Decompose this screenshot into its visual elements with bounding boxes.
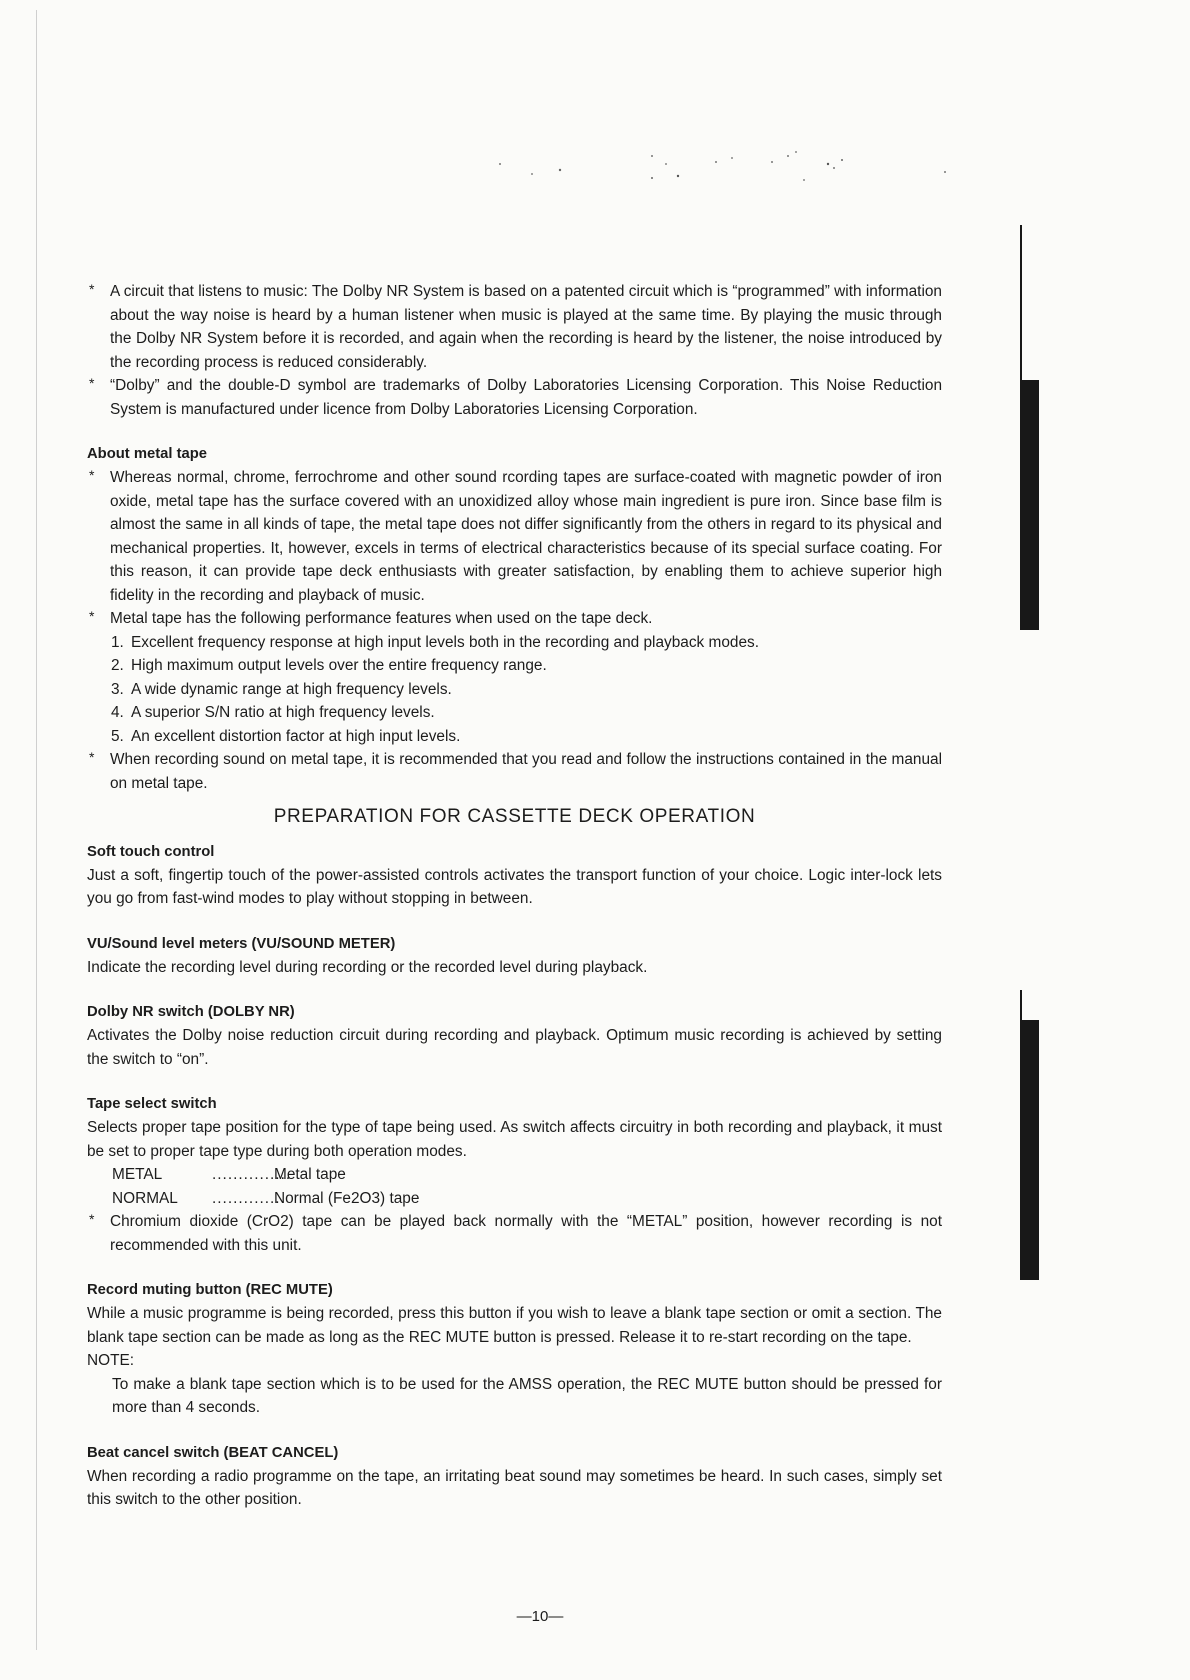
page-number: —10— — [516, 1608, 564, 1625]
scan-edge-line — [36, 10, 37, 1650]
soft-touch-text: Just a soft, fingertip touch of the power-assisted controls activates the transport function of your choice. Logic inter-lock lets you go from fast-wind modes to play without stopping in between. — [87, 866, 942, 907]
dolby-switch-heading: Dolby NR switch (DOLBY NR) — [87, 1004, 295, 1020]
chromium-tape-bullet: * Chromium dioxide (CrO2) tape can be played back normally with the “METAL” position, however recording is not recommended with this unit. — [87, 1210, 942, 1257]
bullet-star: * — [89, 749, 95, 765]
scan-speckles — [470, 150, 950, 210]
beat-cancel-heading: Beat cancel switch (BEAT CANCEL) — [87, 1444, 339, 1461]
tape-type-row: NORMAL .............. Normal (Fe2O3) tape — [112, 1189, 420, 1207]
bullet-star: * — [89, 375, 95, 391]
vu-meter-heading: VU/Sound level meters (VU/SOUND METER) — [87, 935, 396, 952]
dolby-switch-text: Activates the Dolby noise reduction circuit during recording and playback. Optimum music recording is achieved by setting the switch to “on”. — [87, 1027, 942, 1068]
note-label: NOTE: — [87, 1352, 135, 1369]
bullet-star: * — [89, 281, 95, 297]
feature-list-item: 5. An excellent distortion factor at high input levels. — [111, 727, 461, 745]
bullet-star: * — [89, 467, 95, 483]
tape-type-row: METAL ............... Metal tape — [112, 1166, 346, 1183]
metal-tape-bullet: * Whereas normal, chrome, ferrochrome and other sound rcording tapes are surface-coated with magnetic powder of iron oxide, metal tape has the surface covered with an unoxidized alloy whose main ingredient is pure iron. Since base film is almost the same in all kinds of tape, the metal tape does not differ significantly from the others in regard to its physical and mechanical properties. It, however, excels in terms of electrical characteristics because of its special surface coating. For this reason, it can provide tape deck enthusiasts with greater satisfaction, by enabling them to achieve superior high fidelity in the recording and playback of music. — [87, 466, 942, 607]
scan-margin-bar — [1020, 380, 1039, 630]
rec-mute-heading: Record muting button (REC MUTE) — [87, 1282, 333, 1298]
section-title: PREPARATION FOR CASSETTE DECK OPERATION — [273, 806, 756, 827]
scan-margin-bar — [1020, 1020, 1039, 1280]
feature-list-item: 4. A superior S/N ratio at high frequency levels. — [111, 704, 435, 721]
dolby-circuit-bullet: * A circuit that listens to music: The Dolby NR System is based on a patented circuit which is “programmed” with information about the way noise is heard by a human listener when music is played at the same time. By playing the music through the Dolby NR System before it is recorded, and again when the recording is heard by the listener, the noise introduced by the recording process is reduced considerably. — [87, 280, 942, 374]
bullet-star: * — [89, 608, 95, 624]
feature-list-item: 1. Excellent frequency response at high input levels both in the recording and playback modes. — [111, 633, 759, 651]
metal-tape-bullet: * Metal tape has the following performance features when used on the tape deck. — [87, 607, 942, 631]
dolby-trademark-bullet: * “Dolby” and the double-D symbol are trademarks of Dolby Laboratories Licensing Corporation. This Noise Reduction System is manufactured under licence from Dolby Laboratories Licensing Corporation. — [87, 374, 942, 421]
metal-tape-bullet: * When recording sound on metal tape, it is recommended that you read and follow the instructions contained in the manual on metal tape. — [87, 748, 942, 795]
rec-mute-text: While a music programme is being recorded, press this button if you wish to leave a blank tape section or omit a section. The blank tape section can be made as long as the REC MUTE button is pressed. Release it to re-start recording on the tape. — [87, 1305, 942, 1346]
feature-list-item: 3. A wide dynamic range at high frequency levels. — [111, 680, 452, 698]
metal-tape-heading: About metal tape — [87, 446, 208, 462]
beat-cancel-text: When recording a radio programme on the tape, an irritating beat sound may sometimes be heard. In such cases, simply set this switch to the other position. — [87, 1467, 942, 1508]
vu-meter-text: Indicate the recording level during recording or the recorded level during playback. — [87, 958, 648, 976]
feature-list-item: 2. High maximum output levels over the entire frequency range. — [111, 657, 547, 674]
bullet-star: * — [89, 1211, 95, 1227]
tape-select-text: Selects proper tape position for the type of tape being used. As switch affects circuitry in both recording and playback, it must be set to proper tape type during both operation modes. — [87, 1119, 942, 1160]
scan-margin-line — [1020, 225, 1022, 405]
manual-page — [87, 280, 942, 1512]
tape-select-heading: Tape select switch — [87, 1096, 217, 1112]
note-text: To make a blank tape section which is to be used for the AMSS operation, the REC MUTE button should be pressed for more than 4 seconds. — [112, 1375, 942, 1416]
soft-touch-heading: Soft touch control — [87, 843, 215, 860]
